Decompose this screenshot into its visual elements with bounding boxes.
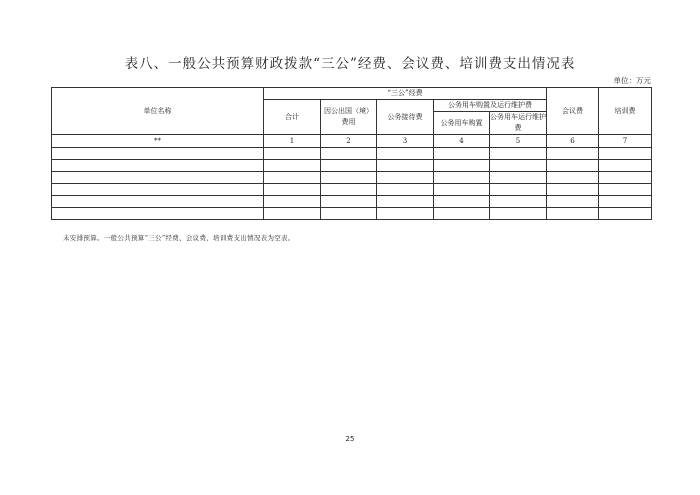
reception-fee-header: 公务接待费	[377, 100, 434, 135]
table-row	[52, 196, 652, 208]
index-cell: 3	[377, 135, 434, 148]
vehicle-operation-header: 公务用车运行维护费	[490, 112, 547, 135]
index-row	[52, 135, 652, 148]
table-row	[52, 172, 652, 184]
index-cell: 1	[264, 135, 321, 148]
meeting-fee-header: 会议费	[547, 88, 599, 135]
training-fee-header: 培训费	[599, 88, 652, 135]
table-row	[52, 148, 652, 160]
unit-label: 单位：万元	[613, 76, 651, 85]
page-number: 25	[345, 435, 355, 443]
table-row	[52, 160, 652, 172]
abroad-fee-header: 因公出国（境）费用	[321, 100, 377, 135]
budget-table	[51, 87, 652, 220]
table-note: 未安排预算。一般公共预算“三公”经费、会议费、培训费支出情况表为空表。	[63, 234, 295, 242]
page-title: 表八、一般公共预算财政拨款“三公”经费、会议费、培训费支出情况表	[124, 56, 576, 72]
header-row-1	[52, 88, 652, 100]
table-row	[52, 184, 652, 196]
index-cell: 6	[547, 135, 599, 148]
index-cell: **	[52, 135, 264, 148]
table-row	[52, 208, 652, 220]
index-cell: 4	[434, 135, 490, 148]
vehicle-group-header: 公务用车购置及运行维护费	[434, 100, 547, 112]
sangong-header: “三公”经费	[264, 88, 547, 100]
index-cell: 5	[490, 135, 547, 148]
index-cell: 7	[599, 135, 652, 148]
vehicle-purchase-header: 公务用车购置	[434, 112, 490, 135]
index-cell: 2	[321, 135, 377, 148]
total-header: 合计	[264, 100, 321, 135]
unit-name-header: 单位名称	[52, 88, 264, 135]
